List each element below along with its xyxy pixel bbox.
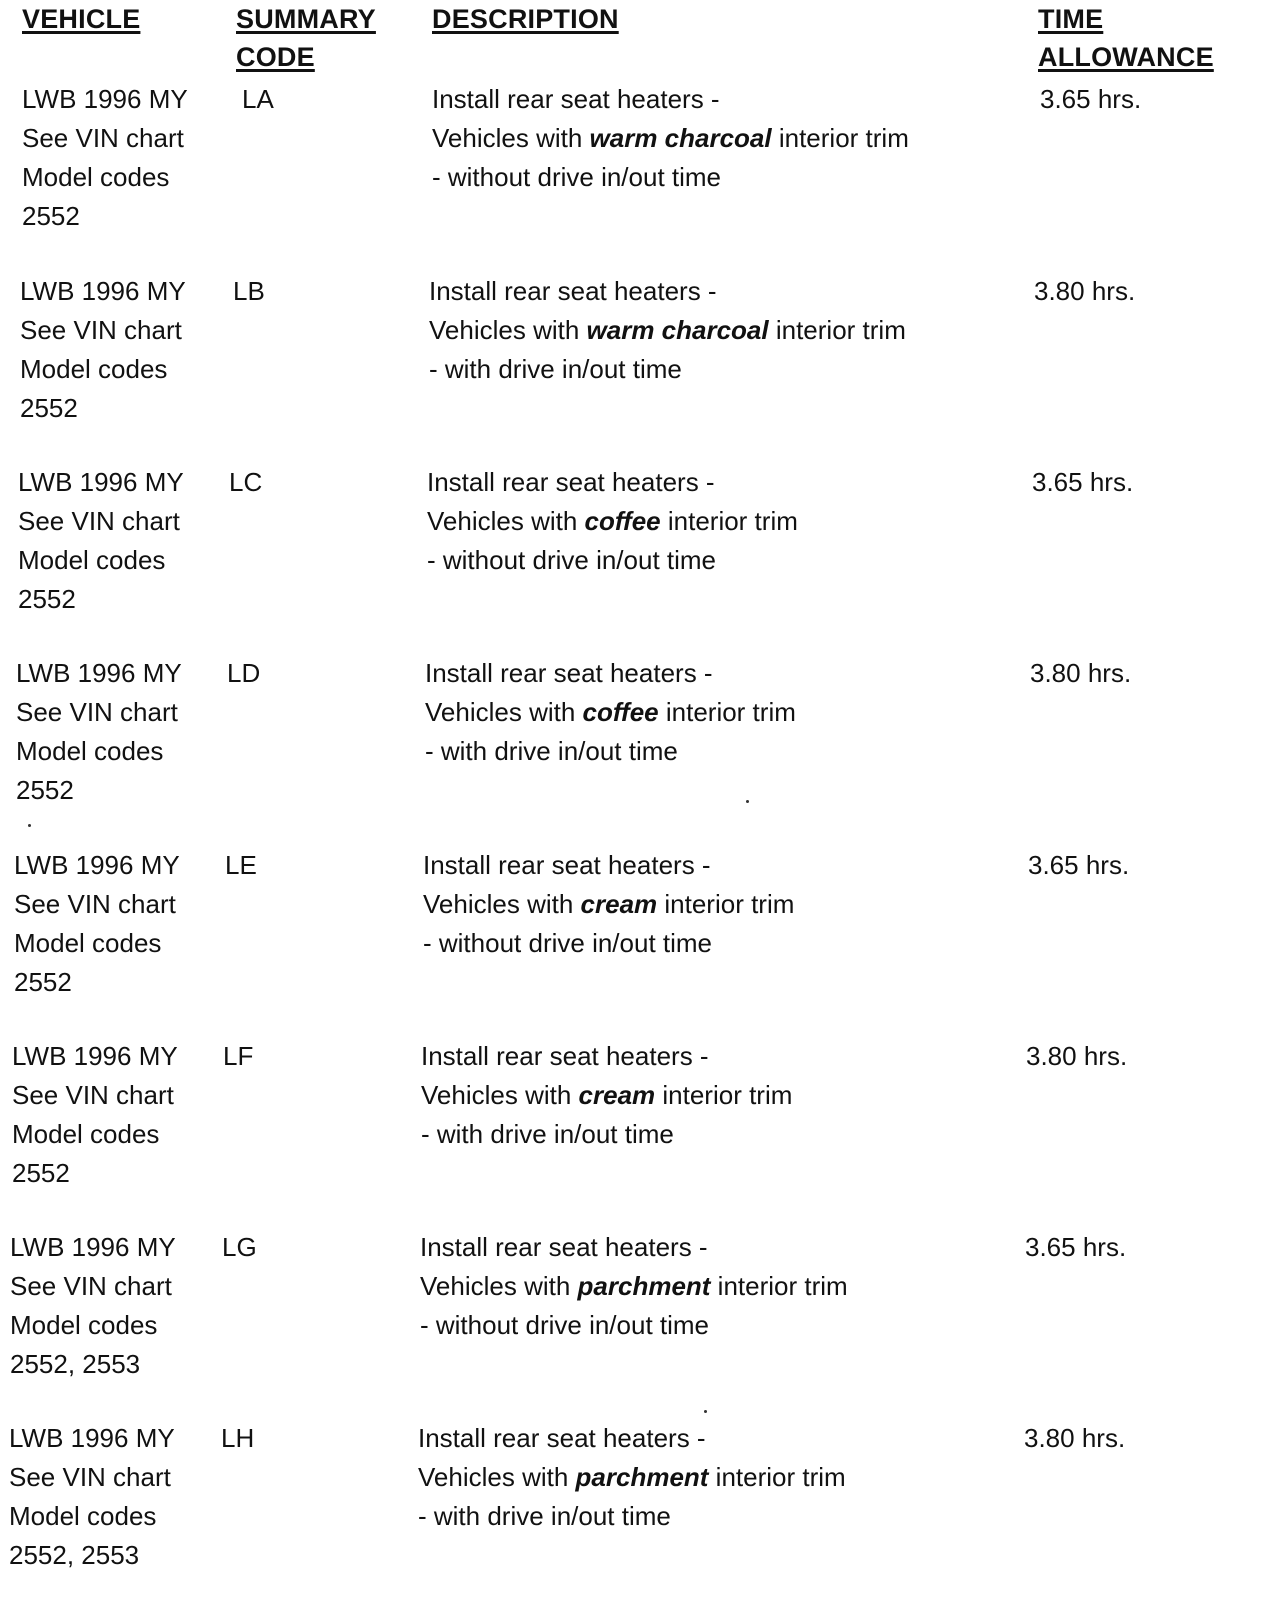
description-line — [427, 502, 798, 541]
trim-color: warm charcoal — [586, 315, 769, 345]
header-time-allowance — [1038, 0, 1214, 76]
vehicle-line: Model codes — [16, 736, 164, 766]
vehicle-line: See VIN chart — [10, 1271, 172, 1301]
description-text: interior trim — [771, 123, 909, 153]
table-row — [0, 1037, 1280, 1227]
trim-color: cream — [578, 1080, 656, 1110]
time-allowance-cell: 3.80 hrs. — [1026, 1041, 1128, 1071]
description-cell — [423, 846, 794, 963]
description-cell — [427, 463, 798, 580]
table-row — [0, 846, 1280, 1036]
vehicle-cell — [14, 846, 180, 1002]
description-line: Install rear seat heaters - — [423, 850, 711, 880]
description-text: interior trim — [655, 1080, 793, 1110]
vehicle-line: Model codes — [12, 1119, 160, 1149]
vehicle-cell — [16, 654, 182, 810]
description-line: Install rear seat heaters - — [427, 467, 715, 497]
time-allowance-cell: 3.65 hrs. — [1040, 84, 1142, 114]
header-summary-code — [236, 0, 376, 76]
description-line: - without drive in/out time — [420, 1310, 710, 1340]
vehicle-line: 2552 — [12, 1158, 70, 1188]
vehicle-line: 2552, 2553 — [10, 1349, 141, 1379]
description-line — [423, 885, 794, 924]
description-line — [421, 1076, 792, 1115]
description-line: Install rear seat heaters - — [429, 276, 717, 306]
vehicle-cell — [10, 1228, 176, 1384]
vehicle-line: LWB 1996 MY — [9, 1423, 175, 1453]
time-allowance-cell: 3.80 hrs. — [1034, 276, 1136, 306]
table-row — [0, 1228, 1280, 1418]
vehicle-line: Model codes — [18, 545, 166, 575]
summary-code-cell: LG — [222, 1232, 257, 1262]
description-line — [429, 311, 906, 350]
description-text: interior trim — [710, 1271, 848, 1301]
header-time-allowance-line: TIME — [1038, 4, 1104, 34]
vehicle-line: Model codes — [9, 1501, 157, 1531]
description-text: interior trim — [708, 1462, 846, 1492]
vehicle-cell — [22, 80, 188, 236]
table-row — [0, 654, 1280, 844]
time-allowance-cell: 3.65 hrs. — [1032, 467, 1134, 497]
header-vehicle-line: VEHICLE — [22, 4, 141, 34]
trim-color: parchment — [575, 1462, 709, 1492]
summary-code-cell: LH — [221, 1423, 255, 1453]
description-cell — [432, 80, 909, 197]
description-line: - with drive in/out time — [429, 354, 682, 384]
vehicle-line: 2552 — [14, 967, 72, 997]
description-text: Vehicles with — [427, 506, 585, 536]
summary-code-cell: LF — [223, 1041, 254, 1071]
time-allowance-cell: 3.65 hrs. — [1025, 1232, 1127, 1262]
time-allowance-cell: 3.65 hrs. — [1028, 850, 1130, 880]
description-line: Install rear seat heaters - — [425, 658, 713, 688]
summary-code-cell: LC — [229, 467, 263, 497]
description-line: Install rear seat heaters - — [418, 1423, 706, 1453]
description-text: interior trim — [768, 315, 906, 345]
description-line — [420, 1267, 848, 1306]
vehicle-line: Model codes — [22, 162, 170, 192]
scan-speck — [704, 1410, 707, 1413]
header-vehicle — [22, 0, 140, 38]
table-row — [0, 272, 1280, 462]
table-row — [0, 463, 1280, 653]
trim-color: coffee — [582, 697, 659, 727]
summary-code-cell: LD — [227, 658, 261, 688]
vehicle-line: Model codes — [10, 1310, 158, 1340]
trim-color: parchment — [577, 1271, 711, 1301]
description-text: interior trim — [660, 506, 798, 536]
scan-speck — [28, 824, 31, 827]
vehicle-line: LWB 1996 MY — [14, 850, 180, 880]
time-allowance-cell: 3.80 hrs. — [1030, 658, 1132, 688]
vehicle-line: See VIN chart — [12, 1080, 174, 1110]
vehicle-line: Model codes — [20, 354, 168, 384]
description-cell — [425, 654, 796, 771]
description-text: Vehicles with — [429, 315, 587, 345]
description-cell — [418, 1419, 846, 1536]
description-text: Vehicles with — [432, 123, 590, 153]
description-cell — [420, 1228, 848, 1345]
description-line: Install rear seat heaters - — [420, 1232, 708, 1262]
description-line: - with drive in/out time — [418, 1501, 671, 1531]
summary-code-cell: LA — [242, 84, 274, 114]
description-text: Vehicles with — [418, 1462, 576, 1492]
vehicle-line: See VIN chart — [18, 506, 180, 536]
vehicle-line: 2552, 2553 — [9, 1540, 140, 1570]
vehicle-line: See VIN chart — [9, 1462, 171, 1492]
description-line — [432, 119, 909, 158]
description-text: Vehicles with — [423, 889, 581, 919]
trim-color: warm charcoal — [589, 123, 772, 153]
description-line: - without drive in/out time — [427, 545, 717, 575]
description-text: Vehicles with — [425, 697, 583, 727]
vehicle-line: See VIN chart — [22, 123, 184, 153]
header-summary-code-line: SUMMARY — [236, 4, 376, 34]
description-text: Vehicles with — [421, 1080, 579, 1110]
description-line: Install rear seat heaters - — [432, 84, 720, 114]
vehicle-line: 2552 — [22, 201, 80, 231]
vehicle-line: LWB 1996 MY — [10, 1232, 176, 1262]
summary-code-cell: LE — [225, 850, 257, 880]
vehicle-line: LWB 1996 MY — [16, 658, 182, 688]
description-line: Install rear seat heaters - — [421, 1041, 709, 1071]
vehicle-line: See VIN chart — [20, 315, 182, 345]
vehicle-line: 2552 — [18, 584, 76, 614]
vehicle-line: See VIN chart — [14, 889, 176, 919]
vehicle-cell — [20, 272, 186, 428]
vehicle-line: LWB 1996 MY — [22, 84, 188, 114]
scan-speck — [746, 800, 749, 803]
description-line: - with drive in/out time — [425, 736, 678, 766]
trim-color: coffee — [584, 506, 661, 536]
vehicle-cell — [9, 1419, 175, 1575]
vehicle-line: See VIN chart — [16, 697, 178, 727]
description-line — [425, 693, 796, 732]
header-description — [432, 0, 619, 38]
table-row — [0, 80, 1280, 270]
time-allowance-cell: 3.80 hrs. — [1024, 1423, 1126, 1453]
summary-code-cell: LB — [233, 276, 265, 306]
header-description-line: DESCRIPTION — [432, 4, 619, 34]
vehicle-cell — [12, 1037, 178, 1193]
vehicle-cell — [18, 463, 184, 619]
vehicle-line: LWB 1996 MY — [12, 1041, 178, 1071]
description-text: interior trim — [658, 697, 796, 727]
header-summary-code-line: CODE — [236, 42, 315, 72]
vehicle-line: LWB 1996 MY — [18, 467, 184, 497]
description-cell — [421, 1037, 792, 1154]
description-line: - with drive in/out time — [421, 1119, 674, 1149]
vehicle-line: LWB 1996 MY — [20, 276, 186, 306]
description-line: - without drive in/out time — [432, 162, 722, 192]
description-line — [418, 1458, 846, 1497]
header-time-allowance-line: ALLOWANCE — [1038, 42, 1214, 72]
table-row — [0, 1419, 1280, 1609]
description-text: Vehicles with — [420, 1271, 578, 1301]
description-line: - without drive in/out time — [423, 928, 713, 958]
description-cell — [429, 272, 906, 389]
trim-color: cream — [580, 889, 658, 919]
vehicle-line: 2552 — [20, 393, 78, 423]
description-text: interior trim — [657, 889, 795, 919]
vehicle-line: 2552 — [16, 775, 74, 805]
vehicle-line: Model codes — [14, 928, 162, 958]
